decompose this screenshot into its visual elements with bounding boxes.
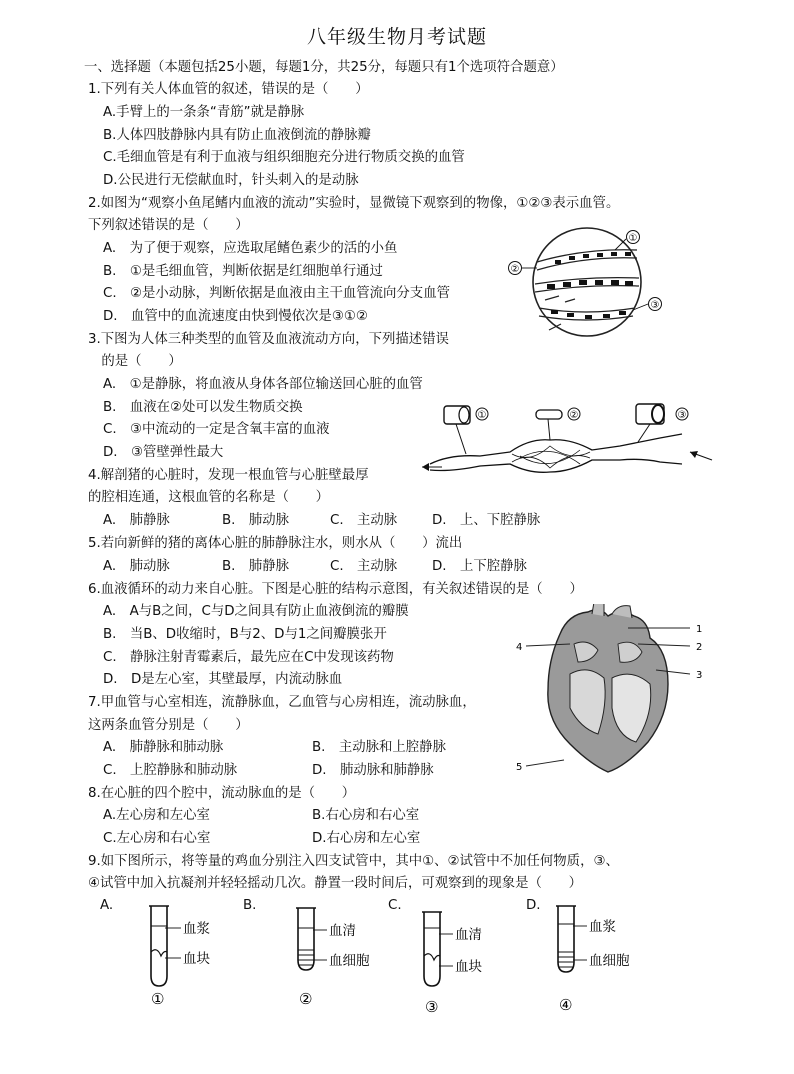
q8-option-c: C.左心房和右心室: [103, 831, 211, 846]
tube-4-number: ④: [559, 996, 573, 1014]
q9-option-a: A.: [100, 898, 114, 913]
q2-fig-label-3: ③: [650, 300, 660, 311]
test-tube-3: [422, 912, 482, 1016]
tube-4-top-label: 血浆: [589, 919, 616, 935]
q4-stem-line1: 4.解剖猪的心脏时，发现一根血管与心脏壁最厚: [88, 468, 369, 483]
q3-option-d: D. ③管壁弹性最大: [103, 445, 224, 460]
q7-option-b: B. 主动脉和上腔静脉: [312, 740, 446, 755]
q7-option-c: C. 上腔静脉和肺动脉: [103, 763, 238, 778]
q5-option-a: A. 肺动脉: [103, 559, 170, 574]
q2-fig-label-2: ②: [510, 264, 520, 275]
q9-option-c: C.: [388, 898, 402, 913]
q3-stem-line2: 的是（ ）: [88, 354, 182, 369]
q6-option-c: C. 静脉注射青霉素后，最先应在C中发现该药物: [103, 650, 394, 665]
q6-fig-label-4: 4: [516, 642, 523, 653]
q3-fig-label-3: ③: [677, 410, 687, 421]
test-tube-4: [556, 906, 630, 1014]
heart-structure-figure: [508, 604, 708, 779]
q9-option-b: B.: [243, 898, 257, 913]
test-tube-1: [149, 906, 210, 1008]
q8-option-a: A.左心房和左心室: [103, 808, 210, 823]
q7-option-d: D. 肺动脉和肺静脉: [312, 763, 434, 778]
q9-stem-line1: 9.如下图所示，将等量的鸡血分别注入四支试管中，其中①、②试管中不加任何物质，③、: [88, 854, 619, 869]
q4-option-a: A. 肺静脉: [103, 513, 170, 528]
q2-stem-line2: 下列叙述错误的是（ ）: [88, 218, 249, 233]
tube-2-bottom-label: 血细胞: [329, 953, 370, 969]
q7-stem-line1: 7.甲血管与心室相连，流静脉血，乙血管与心房相连，流动脉血，: [88, 695, 476, 710]
q6-fig-label-1: 1: [696, 624, 703, 635]
q5-option-b: B. 肺静脉: [222, 559, 290, 574]
q2-option-a: A. 为了便于观察，应选取尾鳍色素少的活的小鱼: [103, 241, 398, 256]
q7-option-a: A. 肺静脉和肺动脉: [103, 740, 224, 755]
blood-vessel-types-figure: [420, 398, 720, 480]
q6-fig-label-3: 3: [696, 670, 703, 681]
q1-option-a: A.手臂上的一条条“青筋”就是静脉: [103, 105, 305, 120]
q3-stem-line1: 3.下图为人体三种类型的血管及血液流动方向，下列描述错误: [88, 332, 449, 347]
q4-stem-line2: 的腔相连通，这根血管的名称是（ ）: [88, 490, 330, 505]
q6-option-d: D. D是左心室，其壁最厚，内流动脉血: [103, 672, 343, 687]
q6-stem: 6.血液循环的动力来自心脏。下图是心脏的结构示意图，有关叙述错误的是（ ）: [88, 582, 583, 597]
q3-fig-label-2: ②: [569, 410, 579, 421]
q2-option-b: B. ①是毛细血管，判断依据是红细胞单行通过: [103, 264, 383, 279]
test-tubes-figure: [135, 900, 655, 1025]
q9-option-d: D.: [526, 898, 541, 913]
q2-fig-label-1: ①: [628, 233, 638, 244]
q8-option-d: D.右心房和左心室: [312, 831, 421, 846]
tube-1-number: ①: [151, 990, 165, 1008]
q4-option-b: B. 肺动脉: [222, 513, 290, 528]
q2-option-c: C. ②是小动脉，判断依据是血液由主干血管流向分支血管: [103, 286, 450, 301]
q6-option-b: B. 当B、D收缩时，B与2、D与1之间瓣膜张开: [103, 627, 387, 642]
tube-4-bottom-label: 血细胞: [589, 953, 630, 969]
q1-option-b: B.人体四肢静脉内具有防止血液倒流的静脉瓣: [103, 128, 371, 143]
q6-fig-label-5: 5: [516, 762, 523, 773]
q6-option-a: A. A与B之间，C与D之间具有防止血液倒流的瓣膜: [103, 604, 409, 619]
q4-option-d: D. 上、下腔静脉: [432, 513, 541, 528]
q5-stem: 5.若向新鲜的猪的离体心脏的肺静脉注水，则水从（ ）流出: [88, 536, 463, 551]
tube-1-bottom-label: 血块: [183, 951, 210, 967]
page-title: 八年级生物月考试题: [306, 26, 487, 48]
q3-option-c: C. ③中流动的一定是含氧丰富的血液: [103, 422, 330, 437]
q6-fig-label-2: 2: [696, 642, 703, 653]
q8-option-b: B.右心房和右心室: [312, 808, 420, 823]
test-tube-2: [296, 908, 370, 1008]
tube-3-number: ③: [425, 998, 439, 1016]
q3-fig-label-1: ①: [477, 410, 487, 421]
q8-stem: 8.在心脏的四个腔中，流动脉血的是（ ）: [88, 786, 356, 801]
q9-stem-line2: ④试管中加入抗凝剂并轻轻摇动几次。静置一段时间后，可观察到的现象是（ ）: [88, 876, 583, 891]
q4-option-c: C. 主动脉: [330, 513, 398, 528]
q2-stem-line1: 2.如图为“观察小鱼尾鳍内血液的流动”实验时，显微镜下观察到的物像，①②③表示血管。: [88, 196, 620, 211]
fish-tail-microscope-figure: [505, 220, 670, 345]
tube-2-top-label: 血清: [329, 923, 356, 939]
q3-option-b: B. 血液在②处可以发生物质交换: [103, 400, 303, 415]
q1-option-c: C.毛细血管是有利于血液与组织细胞充分进行物质交换的血管: [103, 150, 465, 165]
tube-3-top-label: 血清: [455, 927, 482, 943]
tube-3-bottom-label: 血块: [455, 959, 482, 975]
tube-2-number: ②: [299, 990, 313, 1008]
q5-option-c: C. 主动脉: [330, 559, 398, 574]
q2-option-d: D. 血管中的血流速度由快到慢依次是③①②: [103, 309, 368, 324]
q1-option-d: D.公民进行无偿献血时，针头刺入的是动脉: [103, 173, 359, 188]
q1-stem: 1.下列有关人体血管的叙述，错误的是（ ）: [88, 82, 369, 97]
q7-stem-line2: 这两条血管分别是（ ）: [88, 718, 249, 733]
q5-option-d: D. 上下腔静脉: [432, 559, 527, 574]
q3-option-a: A. ①是静脉，将血液从身体各部位输送回心脏的血管: [103, 377, 423, 392]
tube-1-top-label: 血浆: [183, 921, 210, 937]
section-heading: 一、选择题（本题包括25小题，每题1分，共25分，每题只有1个选项符合题意）: [84, 60, 564, 75]
